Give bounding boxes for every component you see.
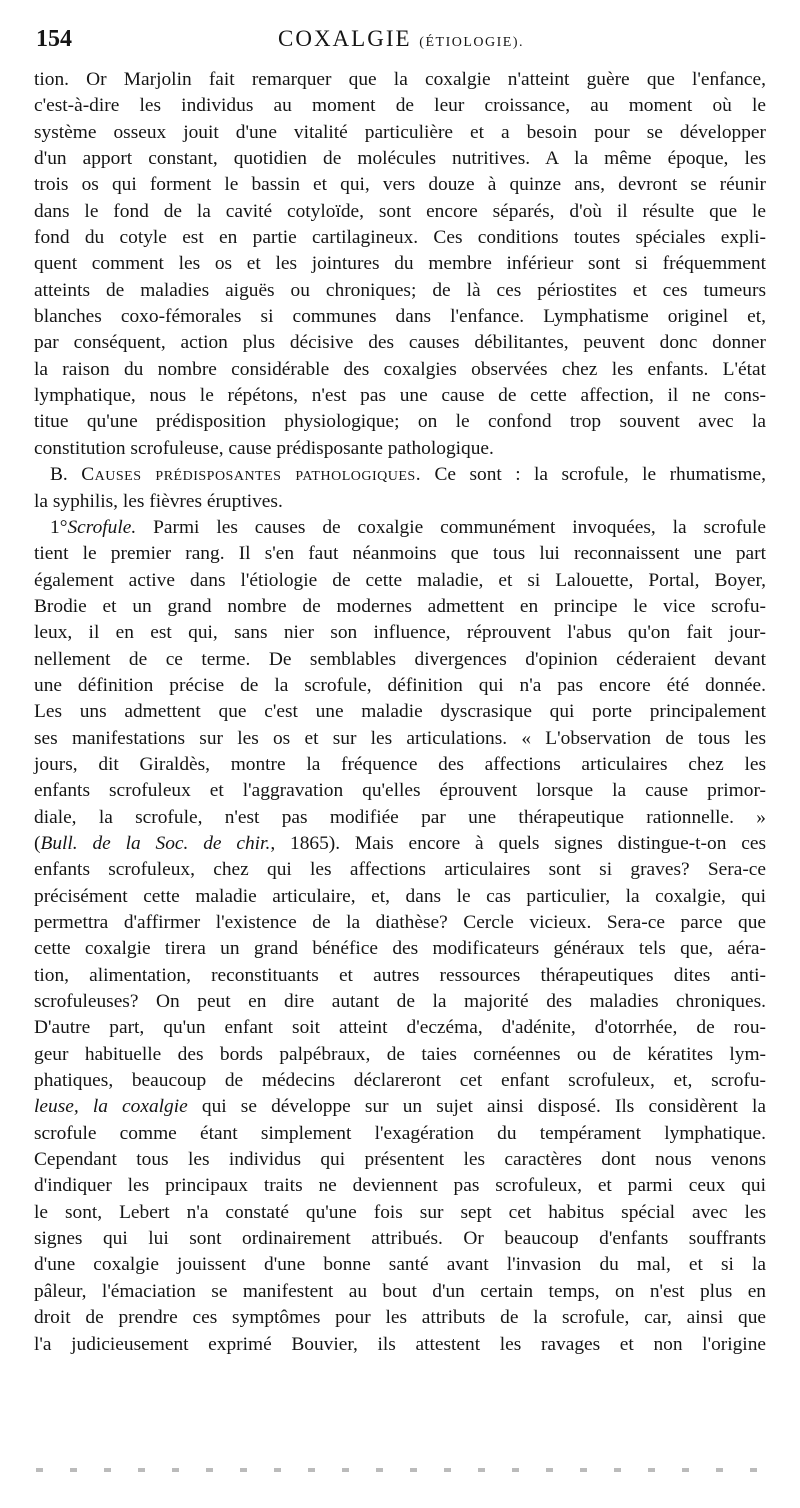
- text-line: permettra d'affirmer l'existence de la diathèse? Cercle vicieux. Sera-ce parce que: [34, 912, 766, 933]
- text-line: trois os qui forment le bassin et qui, vers douze à quinze ans, devront se réunir: [34, 174, 766, 196]
- running-title-main: COXALGIE: [278, 26, 412, 51]
- text-line: jours, dit Giraldès, montre la fréquence des affections articulaires chez les: [34, 753, 766, 775]
- section-b-text: Ce sont : la scrofule, le rhumatisme,: [434, 464, 766, 486]
- text-line: lymphatique, nous le répétons, n'est pas une cause de cette affection, il ne cons-: [34, 385, 766, 407]
- italic-line-text: qui se développe sur un sujet ainsi disposé. Ils considèrent la: [187, 1096, 766, 1118]
- section-b-first-line: [34, 462, 766, 488]
- text-line: geur habituelle des bords palpébraux, de taies cornéennes ou de kératites lym-: [34, 1043, 766, 1065]
- page-number: 154: [36, 26, 72, 52]
- text-line: phatiques, beaucoup de médecins déclareront cet enfant scrofuleux, et, scrofu-: [34, 1070, 766, 1092]
- citation-line: [34, 831, 766, 857]
- text-line: tion, alimentation, reconstituants et autres ressources thérapeutiques dites anti-: [34, 964, 766, 986]
- text-line: Brodie et un grand nombre de modernes admettent en principe le vice scrofu-: [34, 595, 766, 617]
- text-line: Les uns admettent que c'est une maladie dyscrasique qui porte principalement: [34, 701, 766, 723]
- text-line: constitution scrofuleuse, cause prédisposante pathologique.: [34, 437, 494, 459]
- text-line: leux, il en est qui, sans nier son influence, réprouvent l'abus qu'on fait jour-: [34, 622, 766, 644]
- text-line: nellement de ce terme. De semblables divergences d'opinion céderaient devant: [34, 648, 766, 670]
- text-line: pâleur, l'émaciation se manifestent au bout d'un certain temps, on n'est plus en: [34, 1280, 766, 1302]
- text-line: D'autre part, qu'un enfant soit atteint d'eczéma, d'adénite, d'otorrhée, de rou-: [34, 1017, 766, 1039]
- text-line: une définition précise de la scrofule, définition qui n'a pas encore été donnée.: [34, 674, 766, 696]
- text-line: enfants scrofuleux et l'aggravation qu'elles éprouvent lorsque la cause primor-: [34, 780, 766, 802]
- text-line: la syphilis, les fièvres éruptives.: [34, 490, 283, 512]
- citation-reference: Bull. de la Soc. de chir.: [40, 832, 271, 854]
- body-text: [34, 67, 766, 1358]
- text-line: la raison du nombre considérable des coxalgies observées chez les enfants. L'état: [34, 358, 766, 380]
- text-line: atteints de maladies aiguës ou chroniques; de là ces périostites et ces tumeurs: [34, 279, 766, 301]
- text-line: tient le premier rang. Il s'en faut néanmoins que tous lui reconnaissent une part: [34, 543, 766, 565]
- text-line: l'a judicieusement exprimé Bouvier, ils attestent les ravages et non l'origine: [34, 1333, 766, 1355]
- text-line: dans le fond de la cavité cotyloïde, sont encore séparés, d'où il résulte que le: [34, 200, 766, 222]
- text-line: Cependant tous les individus qui présentent les caractères dont nous venons: [34, 1149, 766, 1171]
- running-head: [36, 26, 766, 60]
- text-line: scrofule comme étant simplement l'exagération du tempérament lymphatique.: [34, 1122, 766, 1144]
- section-1-first-line: [34, 515, 766, 541]
- text-line: ses manifestations sur les os et sur les articulations. « L'observation de tous les: [34, 727, 766, 749]
- text-line: titue qu'une prédisposition physiologique; on le confond trop souvent avec la: [34, 411, 766, 433]
- text-line: enfants scrofuleux, chez qui les affections articulaires sont si graves? Sera-ce: [34, 859, 766, 881]
- text-line: fond du cotyle est en partie cartilagineux. Ces conditions toutes spéciales expli-: [34, 227, 766, 249]
- running-title: [36, 26, 766, 52]
- running-title-sub: (ÉTIOLOGIE).: [419, 35, 524, 50]
- text-line: droit de prendre ces symptômes pour les attributs de la scrofule, car, ainsi que: [34, 1307, 766, 1329]
- text-line: quent comment les os et les jointures du membre inférieur sont si fréquemment: [34, 253, 766, 275]
- section-1-text: Parmi les causes de coxalgie communément invoquées, la scrofule: [153, 516, 766, 538]
- text-line: diale, la scrofule, n'est pas modifiée par une thérapeutique rationnelle. »: [34, 806, 766, 828]
- text-line: système osseux jouit d'une vitalité particulière et a besoin pour se développer: [34, 121, 766, 143]
- text-line: le sont, Lebert n'a constaté qu'une fois sur sept cet habitus spécial avec les: [34, 1201, 766, 1223]
- text-line: précisément cette maladie articulaire, et, dans le cas particulier, la coxalgie, qui: [34, 885, 766, 907]
- text-line: cette coxalgie tirera un grand bénéfice des modificateurs généraux tels que, aéra-: [34, 938, 766, 960]
- page-bottom-rule: [36, 1468, 766, 1472]
- text-line: tion. Or Marjolin fait remarquer que la coxalgie n'atteint guère que l'enfance,: [34, 69, 766, 90]
- text-line: d'une coxalgie jouissent d'une bonne santé avant l'invasion du mal, et si la: [34, 1254, 766, 1276]
- section-1-heading: Scrofule.: [67, 516, 137, 538]
- text-line: blanches coxo-fémorales si communes dans l'enfance. Lymphatisme originel et,: [34, 306, 766, 328]
- italic-phrase-line: [34, 1094, 766, 1120]
- text-line: scrofuleuses? On peut en dire autant de la majorité des maladies chroniques.: [34, 991, 766, 1013]
- italic-phrase: leuse, la coxalgie: [34, 1096, 188, 1118]
- text-line: c'est-à-dire les individus au moment de leur croissance, au moment où le: [34, 95, 766, 117]
- section-b-heading: Causes prédisposantes pathologiques.: [81, 464, 422, 486]
- text-line: par conséquent, action plus décisive des causes débilitantes, peuvent donc donner: [34, 332, 766, 354]
- text-line: d'un apport constant, quotidien de molécules nutritives. A la même époque, les: [34, 148, 766, 170]
- citation-open: (: [34, 832, 41, 854]
- text-line: également active dans l'étiologie de cette maladie, et si Lalouette, Portal, Boyer,: [34, 569, 766, 591]
- citation-text: , 1865). Mais encore à quels signes distingue-t-on ces: [270, 832, 766, 854]
- section-b-label: B.: [50, 464, 68, 486]
- text-line: signes qui lui sont ordinairement attribués. Or beaucoup d'enfants souffrants: [34, 1228, 766, 1250]
- section-1-number: 1°: [50, 516, 68, 538]
- text-line: d'indiquer les principaux traits ne deviennent pas scrofuleux, et parmi ceux qui: [34, 1175, 766, 1197]
